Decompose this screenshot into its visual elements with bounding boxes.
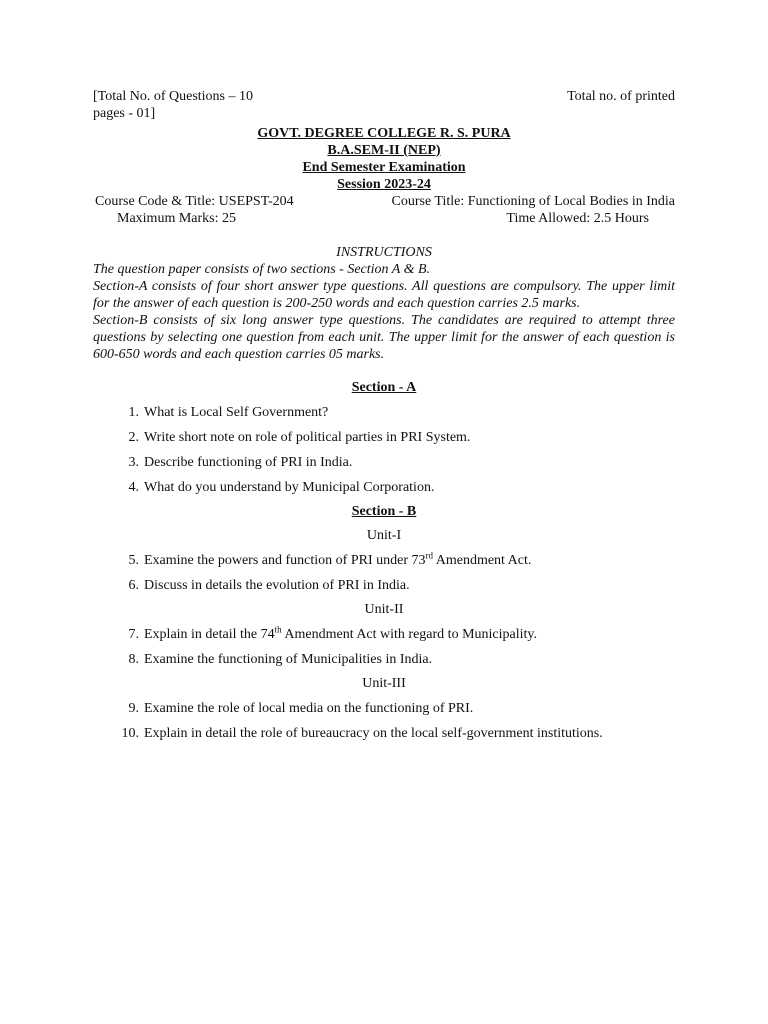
ordinal-suffix: rd [425,550,433,561]
unit-title: Unit-II [364,602,404,617]
question [93,552,675,569]
course-row [93,193,675,210]
question [93,454,675,471]
question-text: Discuss in details the evolution of PRI in India. [144,578,410,593]
unit-1-questions [93,552,675,594]
question-text: Examine the role of local media on the functioning of PRI. [144,701,474,716]
question-number: 4. [128,480,139,495]
total-questions: [Total No. of Questions – 10 [93,89,254,104]
question-number: 8. [128,652,139,667]
question [93,479,675,496]
session: Session 2023-24 [337,177,431,192]
question-number: 1. [128,405,139,420]
pages-count: pages - 01] [93,106,156,121]
instruction-line: The question paper consists of two sections - Section A & B. [93,262,431,277]
max-marks: Maximum Marks: 25 [117,211,236,226]
unit-title: Unit-I [366,528,402,543]
question-text-part: Examine the powers and function of PRI under 73 [144,553,426,568]
question-text-part: Amendment Act with regard to Municipality. [281,627,537,642]
unit-2-questions [93,626,675,668]
exam-title: End Semester Examination [302,160,466,175]
question-number: 10. [121,726,139,741]
programme: B.A.SEM-II (NEP) [327,143,441,158]
question-text: What is Local Self Government? [144,405,329,420]
question-text [139,552,531,569]
college-name: GOVT. DEGREE COLLEGE R. S. PURA [257,126,511,141]
section-a-questions [93,404,675,496]
question-text: Describe functioning of PRI in India. [144,455,353,470]
course-title: Course Title: Functioning of Local Bodies in India [391,194,675,209]
unit-title: Unit-III [362,676,406,691]
unit-3-questions [93,700,675,742]
header-row [93,88,675,105]
question-number: 2. [128,430,139,445]
question [93,725,675,742]
question-paper [93,88,675,742]
question-text: Explain in detail the role of bureaucracy on the local self-government institutions. [144,726,603,741]
course-code: Course Code & Title: USEPST-204 [95,194,294,209]
question-text: Write short note on role of political parties in PRI System. [144,430,471,445]
question-text: What do you understand by Municipal Corporation. [144,480,435,495]
question [93,626,675,643]
question [93,577,675,594]
instruction-line: Section-A consists of four short answer type questions. All questions are compulsory. The upper limit for the answer of each question is 200-250 words and each question carries 2.5 marks. [93,279,675,311]
ordinal-suffix: th [274,624,282,635]
question-number: 3. [128,455,139,470]
question-number: 7. [128,627,139,642]
question-number: 5. [128,553,139,568]
printed-pages-label: Total no. of printed [567,89,675,104]
marks-row [93,210,675,227]
question-text-part: Explain in detail the 74 [144,627,275,642]
question-text: Examine the functioning of Municipalities in India. [144,652,433,667]
time-allowed: Time Allowed: 2.5 Hours [506,211,649,226]
question-number: 6. [128,578,139,593]
question [93,651,675,668]
question [93,404,675,421]
section-b-title: Section - B [351,504,417,519]
question [93,429,675,446]
question-text [139,626,537,643]
question-text-part: Amendment Act. [433,553,532,568]
question [93,700,675,717]
question-number: 9. [128,701,139,716]
instruction-line: Section-B consists of six long answer type questions. The candidates are required to attempt three questions by selecting one question from each unit. The upper limit for the answer of each question is 600-650 words and each question carries 05 marks. [93,313,675,362]
instructions-title: INSTRUCTIONS [336,245,432,260]
section-a-title: Section - A [351,380,417,395]
